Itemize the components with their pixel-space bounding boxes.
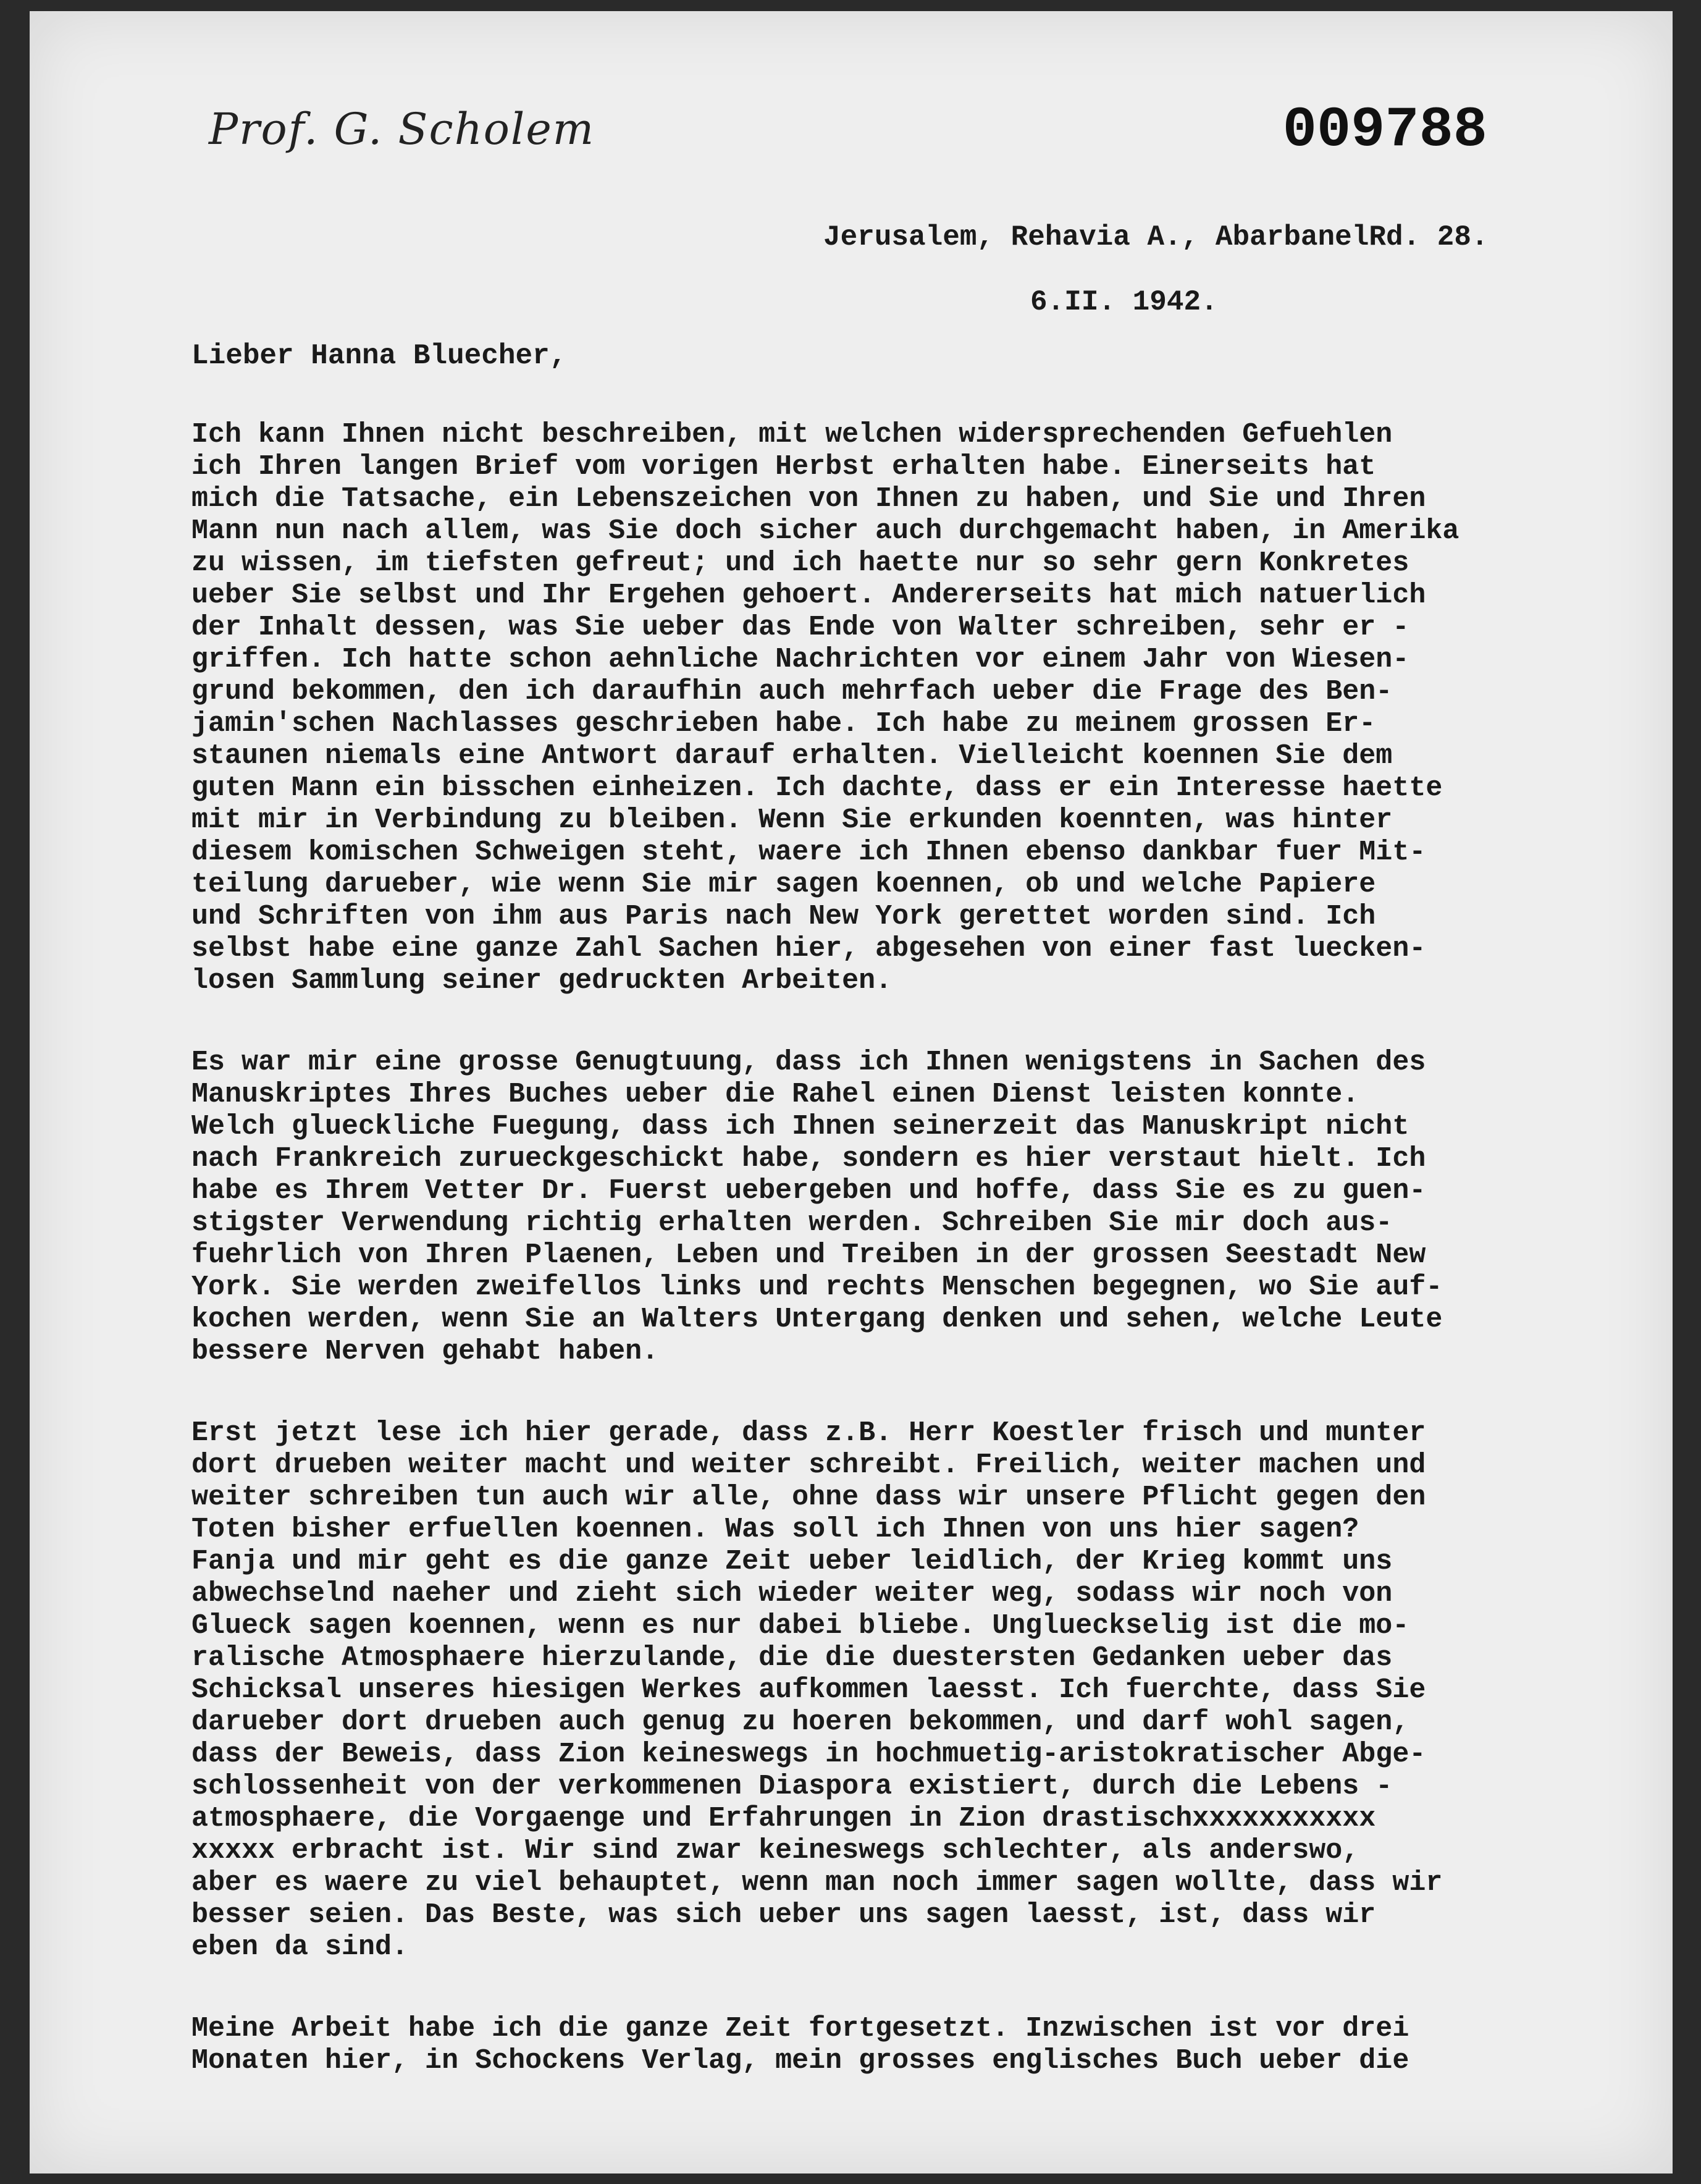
text-line: mit mir in Verbindung zu bleiben. Wenn Sie erkunden koennten, was hinter (191, 804, 1393, 836)
text-line: weiter schreiben tun auch wir alle, ohne dass wir unsere Pflicht gegen den (191, 1482, 1426, 1513)
letter-paragraph (191, 2013, 1612, 2077)
text-line: dass der Beweis, dass Zion keineswegs in hochmuetig-aristokratischer Abge- (191, 1739, 1426, 1770)
text-line: selbst habe eine ganze Zahl Sachen hier, abgesehen von einer fast luecken- (191, 933, 1426, 964)
text-line: griffen. Ich hatte schon aehnliche Nachrichten vor einem Jahr von Wiesen- (191, 644, 1409, 675)
text-line: teilung darueber, wie wenn Sie mir sagen koennen, ob und welche Papiere (191, 869, 1376, 900)
text-line: Glueck sagen koennen, wenn es nur dabei bliebe. Unglueckselig ist die mo- (191, 1610, 1409, 1642)
text-line: ralische Atmosphaere hierzulande, die die duestersten Gedanken ueber das (191, 1642, 1393, 1674)
text-line: stigster Verwendung richtig erhalten werden. Schreiben Sie mir doch aus- (191, 1207, 1393, 1239)
text-line: Es war mir eine grosse Genugtuung, dass ich Ihnen wenigstens in Sachen des (191, 1047, 1426, 1078)
text-line: abwechselnd naeher und zieht sich wieder weiter weg, sodass wir noch von (191, 1578, 1393, 1609)
text-line: darueber dort drueben auch genug zu hoeren bekommen, und darf wohl sagen, (191, 1706, 1409, 1738)
sender-address: Jerusalem, Rehavia A., AbarbanelRd. 28. (823, 221, 1489, 253)
letter-body (191, 419, 1612, 2127)
text-line: habe es Ihrem Vetter Dr. Fuerst uebergeben und hoffe, dass Sie es zu guen- (191, 1175, 1426, 1207)
text-line: losen Sammlung seiner gedruckten Arbeiten. (191, 965, 892, 997)
text-line: Fanja und mir geht es die ganze Zeit ueber leidlich, der Krieg kommt uns (191, 1546, 1393, 1577)
text-line: Ich kann Ihnen nicht beschreiben, mit welchen widersprechenden Gefuehlen (191, 419, 1393, 450)
text-line: fuehrlich von Ihren Plaenen, Leben und Treiben in der grossen Seestadt New (191, 1239, 1426, 1271)
letter-date: 6.II. 1942. (1030, 286, 1218, 318)
text-line: Monaten hier, in Schockens Verlag, mein grosses englisches Buch ueber die (191, 2045, 1409, 2076)
salutation: Lieber Hanna Bluecher, (191, 340, 567, 372)
text-line: ich Ihren langen Brief vom vorigen Herbst erhalten habe. Einerseits hat (191, 451, 1376, 483)
text-line: guten Mann ein bisschen einheizen. Ich dachte, dass er ein Interesse haette (191, 772, 1443, 804)
text-line: xxxxx erbracht ist. Wir sind zwar keineswegs schlechter, als anderswo, (191, 1835, 1359, 1866)
text-line: Schicksal unseres hiesigen Werkes aufkommen laesst. Ich fuerchte, dass Sie (191, 1674, 1426, 1706)
text-line: besser seien. Das Beste, was sich ueber uns sagen laesst, ist, dass wir (191, 1899, 1376, 1931)
text-line: bessere Nerven gehabt haben. (191, 1336, 659, 1367)
letter-paragraph (191, 1417, 1612, 1963)
letter-page (30, 11, 1673, 2173)
text-line: mich die Tatsache, ein Lebenszeichen von Ihnen zu haben, und Sie und Ihren (191, 483, 1426, 515)
text-line: Mann nun nach allem, was Sie doch sicher auch durchgemacht haben, in Amerika (191, 515, 1460, 547)
text-line: Toten bisher erfuellen koennen. Was soll ich Ihnen von uns hier sagen? (191, 1514, 1359, 1545)
text-line: schlossenheit von der verkommenen Diaspora existiert, durch die Lebens - (191, 1771, 1393, 1802)
text-line: Manuskriptes Ihres Buches ueber die Rahel einen Dienst leisten konnte. (191, 1079, 1359, 1110)
text-line: Erst jetzt lese ich hier gerade, dass z.B. Herr Koestler frisch und munter (191, 1417, 1426, 1449)
text-line: der Inhalt dessen, was Sie ueber das Ende von Walter schreiben, sehr er - (191, 612, 1409, 643)
letter-paragraph (191, 419, 1612, 997)
text-line: dort drueben weiter macht und weiter schreibt. Freilich, weiter machen und (191, 1449, 1426, 1481)
text-line: ueber Sie selbst und Ihr Ergehen gehoert. Andererseits hat mich natuerlich (191, 580, 1426, 611)
text-line: diesem komischen Schweigen steht, waere ich Ihnen ebenso dankbar fuer Mit- (191, 837, 1426, 868)
document-number: 009788 (1282, 98, 1487, 162)
text-line: nach Frankreich zurueckgeschickt habe, sondern es hier verstaut hielt. Ich (191, 1143, 1426, 1174)
text-line: Welch glueckliche Fuegung, dass ich Ihnen seinerzeit das Manuskript nicht (191, 1111, 1409, 1142)
text-line: atmosphaere, die Vorgaenge und Erfahrungen in Zion drastischxxxxxxxxxxx (191, 1803, 1376, 1834)
text-line: York. Sie werden zweifellos links und rechts Menschen begegnen, wo Sie auf- (191, 1271, 1443, 1303)
text-line: jamin'schen Nachlasses geschrieben habe. Ich habe zu meinem grossen Er- (191, 708, 1376, 740)
text-line: aber es waere zu viel behauptet, wenn man noch immer sagen wollte, dass wir (191, 1867, 1443, 1899)
text-line: staunen niemals eine Antwort darauf erhalten. Vielleicht koennen Sie dem (191, 740, 1393, 772)
text-line: zu wissen, im tiefsten gefreut; und ich haette nur so sehr gern Konkretes (191, 547, 1409, 579)
text-line: kochen werden, wenn Sie an Walters Untergang denken und sehen, welche Leute (191, 1304, 1443, 1335)
text-line: Meine Arbeit habe ich die ganze Zeit fortgesetzt. Inzwischen ist vor drei (191, 2013, 1409, 2044)
text-line: grund bekommen, den ich daraufhin auch mehrfach ueber die Frage des Ben- (191, 676, 1393, 707)
text-line: eben da sind. (191, 1931, 409, 1963)
text-line: und Schriften von ihm aus Paris nach New York gerettet worden sind. Ich (191, 901, 1376, 932)
handwritten-name: Prof. G. Scholem (209, 104, 595, 154)
letter-paragraph (191, 1047, 1612, 1368)
